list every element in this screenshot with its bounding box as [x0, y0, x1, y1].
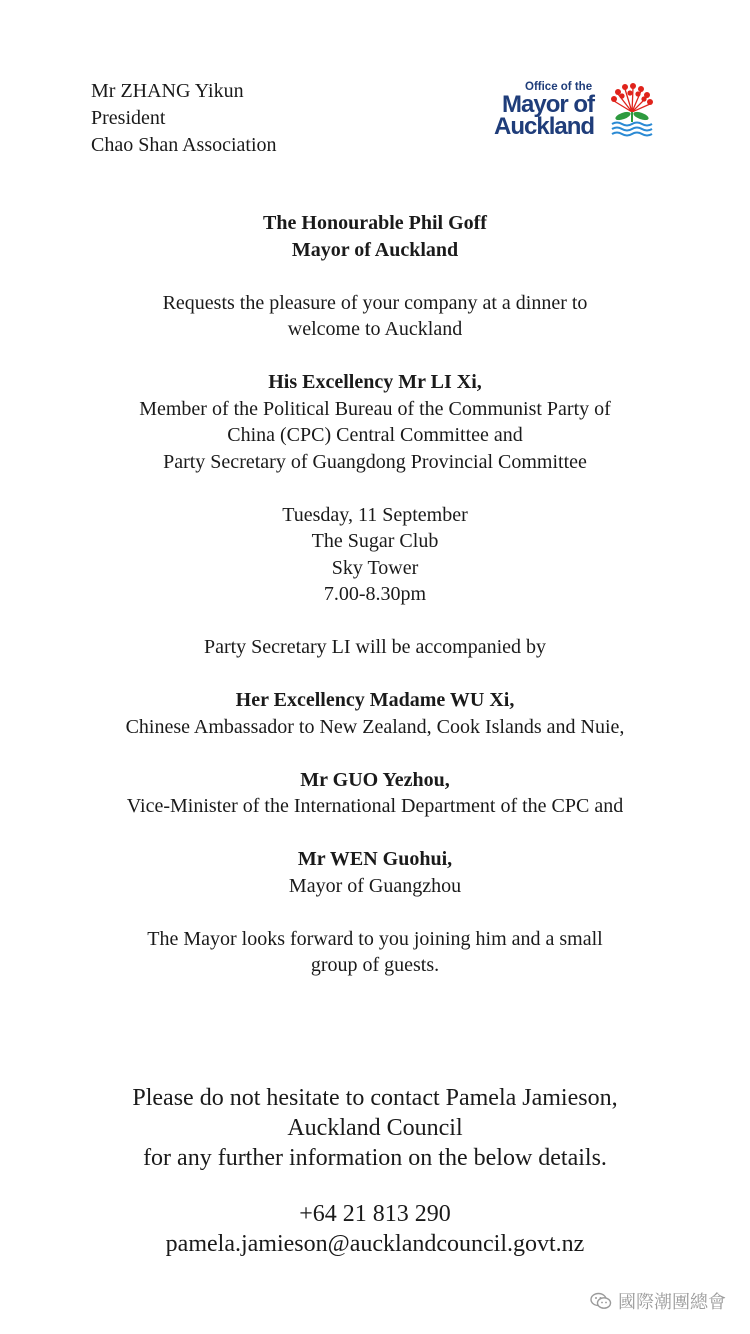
logo-line-3: Auckland: [494, 113, 595, 140]
water-waves-icon: [612, 123, 652, 136]
host-name: The Honourable Phil Goff: [263, 212, 487, 234]
event-time: 7.00-8.30pm: [323, 583, 427, 605]
guest-of-honour-line-3: Party Secretary of Guangdong Provincial Committee: [163, 450, 587, 473]
addressee-title: President: [91, 107, 166, 129]
host-title: Mayor of Auckland: [291, 238, 459, 261]
event-location: Sky Tower: [331, 556, 419, 579]
guest-of-honour-line-2: China (CPC) Central Committee and: [227, 424, 523, 446]
accompanied-intro: Party Secretary LI will be accompanied by: [203, 636, 547, 658]
event-date: Tuesday, 11 September: [282, 503, 468, 526]
office-of-the-mayor-of-auckland-logo: [494, 78, 659, 140]
guest-of-honour-name: His Excellency Mr LI Xi,: [268, 371, 482, 393]
contact-block: [30, 1083, 720, 1259]
accompanying-name: Her Excellency Madame WU Xi,: [235, 689, 515, 711]
logo-line-1: Office of the: [525, 81, 593, 93]
watermark-text: 國際潮團總會: [618, 1292, 726, 1313]
accompanying-name: Mr GUO Yezhou,: [300, 768, 450, 791]
accompanying-role: Chinese Ambassador to New Zealand, Cook Islands and Nuie,: [125, 715, 625, 738]
contact-line-3: for any further information on the below details.: [143, 1145, 607, 1171]
accompanying-role: Vice-Minister of the International Department of the CPC and: [126, 795, 624, 817]
accompanying-name: Mr WEN Guohui,: [297, 848, 453, 870]
guest-of-honour-line-1: Member of the Political Bureau of the Communist Party of: [139, 397, 611, 420]
contact-phone[interactable]: +64 21 813 290: [299, 1201, 451, 1227]
contact-line-1: Please do not hesitate to contact Pamela Jamieson,: [132, 1085, 618, 1111]
addressee-block: [91, 78, 277, 159]
contact-line-2: Auckland Council: [287, 1115, 463, 1141]
addressee-organisation: Chao Shan Association: [91, 134, 277, 156]
wechat-icon: [590, 1292, 612, 1310]
watermark: [590, 1288, 726, 1314]
closing-line-2: group of guests.: [310, 954, 440, 976]
pohutukawa-flower-icon: [611, 83, 653, 122]
addressee-name: Mr ZHANG Yikun: [91, 80, 244, 102]
invitation-body: [40, 210, 710, 979]
request-line-1: Requests the pleasure of your company at a dinner to: [162, 291, 588, 314]
accompanying-role: Mayor of Guangzhou: [288, 874, 462, 897]
contact-email[interactable]: pamela.jamieson@aucklandcouncil.govt.nz: [165, 1231, 585, 1257]
event-venue: The Sugar Club: [311, 530, 439, 552]
closing-line-1: The Mayor looks forward to you joining him and a small: [147, 927, 603, 950]
request-line-2: welcome to Auckland: [287, 318, 463, 340]
logo-line-2: Mayor of: [502, 91, 595, 118]
